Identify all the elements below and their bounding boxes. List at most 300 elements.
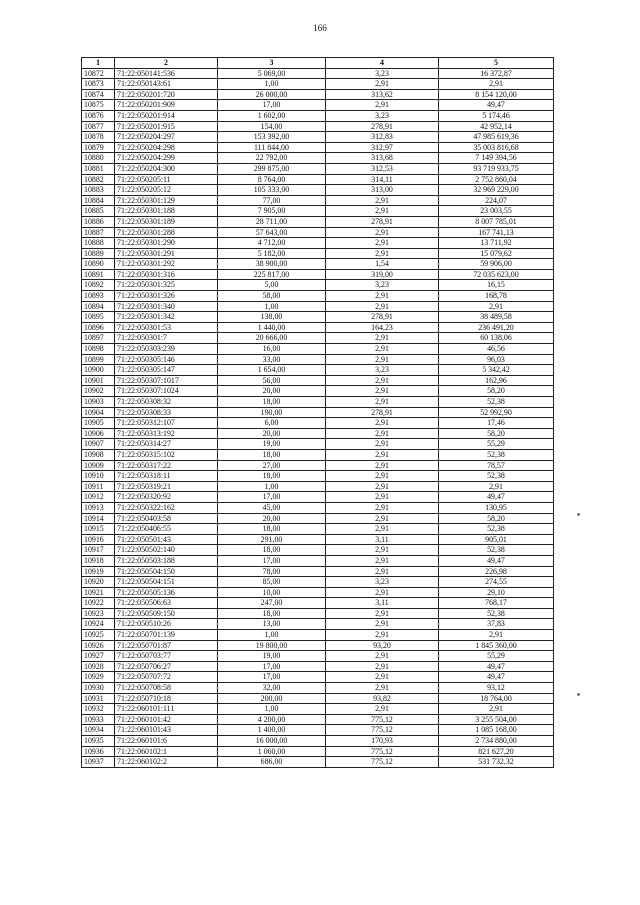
- rate-cell: 2,91: [326, 428, 439, 439]
- row-number-cell: 10882: [82, 174, 115, 185]
- area-cell: 33,00: [218, 354, 326, 365]
- row-number-cell: 10900: [82, 365, 115, 376]
- value-cell: 162,96: [439, 375, 554, 386]
- value-cell: 236 491,20: [439, 322, 554, 333]
- cadastral-number-cell: 71:22:050301:316: [115, 269, 218, 280]
- area-cell: 16,00: [218, 344, 326, 355]
- area-cell: 19,00: [218, 439, 326, 450]
- area-cell: 247,00: [218, 598, 326, 609]
- cadastral-number-cell: 71:22:050308:32: [115, 397, 218, 408]
- value-cell: 72 035 623,00: [439, 269, 554, 280]
- row-number-cell: 10892: [82, 280, 115, 291]
- table-row: [82, 238, 554, 249]
- area-cell: 20,00: [218, 428, 326, 439]
- rate-cell: 278,91: [326, 121, 439, 132]
- cadastral-number-cell: 71:22:060101:6: [115, 736, 218, 747]
- area-cell: 291,00: [218, 534, 326, 545]
- cadastral-number-cell: 71:22:050708:58: [115, 683, 218, 694]
- area-cell: 16 000,00: [218, 736, 326, 747]
- area-cell: 85,00: [218, 577, 326, 588]
- rate-cell: 3,11: [326, 534, 439, 545]
- area-cell: 56,00: [218, 375, 326, 386]
- rate-cell: 2,91: [326, 206, 439, 217]
- cadastral-number-cell: 71:22:050505:136: [115, 587, 218, 598]
- row-number-cell: 10907: [82, 439, 115, 450]
- area-cell: 1 654,00: [218, 365, 326, 376]
- value-cell: 93 719 933,75: [439, 163, 554, 174]
- value-cell: 49,47: [439, 100, 554, 111]
- row-number-cell: 10902: [82, 386, 115, 397]
- row-number-cell: 10874: [82, 89, 115, 100]
- row-number-cell: 10886: [82, 216, 115, 227]
- table-row: [82, 683, 554, 694]
- table-row: [82, 110, 554, 121]
- row-number-cell: 10937: [82, 757, 115, 768]
- table-row: [82, 566, 554, 577]
- area-cell: 58,00: [218, 291, 326, 302]
- area-cell: 17,00: [218, 492, 326, 503]
- value-cell: 274,55: [439, 577, 554, 588]
- value-cell: 130,95: [439, 502, 554, 513]
- rate-cell: 313,68: [326, 153, 439, 164]
- table-row: [82, 471, 554, 482]
- page-number: 166: [313, 23, 327, 33]
- area-cell: 26 000,00: [218, 89, 326, 100]
- area-cell: 17,00: [218, 555, 326, 566]
- table-row: [82, 142, 554, 153]
- area-cell: 18,00: [218, 471, 326, 482]
- row-number-cell: 10928: [82, 661, 115, 672]
- cadastral-number-cell: 71:22:050308:33: [115, 407, 218, 418]
- row-number-cell: 10925: [82, 630, 115, 641]
- value-cell: 23 003,55: [439, 206, 554, 217]
- value-cell: 47 985 619,36: [439, 132, 554, 143]
- table-row: [82, 640, 554, 651]
- value-cell: 224,07: [439, 195, 554, 206]
- value-cell: 8 007 785,01: [439, 216, 554, 227]
- cadastral-number-cell: 71:22:060102:1: [115, 746, 218, 757]
- row-number-cell: 10930: [82, 683, 115, 694]
- rate-cell: 319,00: [326, 269, 439, 280]
- table-row: [82, 502, 554, 513]
- cadastral-number-cell: 71:22:050301:288: [115, 227, 218, 238]
- area-cell: 10,00: [218, 587, 326, 598]
- area-cell: 1 400,00: [218, 725, 326, 736]
- area-cell: 20,00: [218, 513, 326, 524]
- value-cell: 55,29: [439, 439, 554, 450]
- row-number-cell: 10901: [82, 375, 115, 386]
- area-cell: 1 440,00: [218, 322, 326, 333]
- area-cell: 27,00: [218, 460, 326, 471]
- rate-cell: 1,54: [326, 259, 439, 270]
- table-row: [82, 89, 554, 100]
- row-number-cell: 10899: [82, 354, 115, 365]
- cadastral-number-cell: 71:22:050201:909: [115, 100, 218, 111]
- table-row: [82, 121, 554, 132]
- row-number-cell: 10883: [82, 185, 115, 196]
- cadastral-number-cell: 71:22:050501:43: [115, 534, 218, 545]
- value-cell: 15 079,62: [439, 248, 554, 259]
- row-number-cell: 10877: [82, 121, 115, 132]
- value-cell: 38 489,58: [439, 312, 554, 323]
- table-row: [82, 206, 554, 217]
- area-cell: 18,00: [218, 608, 326, 619]
- cadastral-number-cell: 71:22:050320:92: [115, 492, 218, 503]
- column-header-2: 2: [115, 58, 218, 69]
- table-row: [82, 354, 554, 365]
- row-number-cell: 10910: [82, 471, 115, 482]
- cadastral-number-cell: 71:22:050710:18: [115, 693, 218, 704]
- row-number-cell: 10876: [82, 110, 115, 121]
- cadastral-number-cell: 71:22:050504:150: [115, 566, 218, 577]
- table-row: [82, 185, 554, 196]
- cadastral-number-cell: 71:22:050301:53: [115, 322, 218, 333]
- row-number-cell: 10920: [82, 577, 115, 588]
- rate-cell: 2,91: [326, 418, 439, 429]
- value-cell: 96,03: [439, 354, 554, 365]
- cadastral-number-cell: 71:22:060102:2: [115, 757, 218, 768]
- rate-cell: 2,91: [326, 291, 439, 302]
- table-row: [82, 619, 554, 630]
- rate-cell: 3,23: [326, 365, 439, 376]
- value-cell: 42 952,14: [439, 121, 554, 132]
- area-cell: 6,00: [218, 418, 326, 429]
- rate-cell: 775,12: [326, 746, 439, 757]
- row-number-cell: 10896: [82, 322, 115, 333]
- table-row: [82, 407, 554, 418]
- rate-cell: 313,00: [326, 185, 439, 196]
- row-number-cell: 10891: [82, 269, 115, 280]
- value-cell: 2 734 880,00: [439, 736, 554, 747]
- value-cell: 52,38: [439, 397, 554, 408]
- rate-cell: 278,91: [326, 312, 439, 323]
- area-cell: 1,00: [218, 301, 326, 312]
- rate-cell: 2,91: [326, 397, 439, 408]
- value-cell: 35 003 816,68: [439, 142, 554, 153]
- cadastral-number-cell: 71:22:060101:43: [115, 725, 218, 736]
- value-cell: 52,38: [439, 524, 554, 535]
- value-cell: 58,20: [439, 386, 554, 397]
- rate-cell: 775,12: [326, 725, 439, 736]
- rate-cell: 2,91: [326, 502, 439, 513]
- cadastral-number-cell: 71:22:050205:11: [115, 174, 218, 185]
- table-row: [82, 301, 554, 312]
- table-row: [82, 587, 554, 598]
- value-cell: 32 969 229,00: [439, 185, 554, 196]
- value-cell: 58,20: [439, 513, 554, 524]
- rate-cell: 2,91: [326, 651, 439, 662]
- table-row: [82, 651, 554, 662]
- rate-cell: 2,91: [326, 513, 439, 524]
- value-cell: 49,47: [439, 661, 554, 672]
- value-cell: 905,01: [439, 534, 554, 545]
- cadastral-number-cell: 71:22:050201:720: [115, 89, 218, 100]
- area-cell: 138,00: [218, 312, 326, 323]
- value-cell: 93,12: [439, 683, 554, 694]
- rate-cell: 2,91: [326, 333, 439, 344]
- rate-cell: 314,11: [326, 174, 439, 185]
- column-header-1: 1: [82, 58, 115, 69]
- cadastral-number-cell: 71:22:050406:55: [115, 524, 218, 535]
- rate-cell: 2,91: [326, 460, 439, 471]
- table-row: [82, 333, 554, 344]
- rate-cell: 278,91: [326, 407, 439, 418]
- cadastral-number-cell: 71:22:050204:300: [115, 163, 218, 174]
- value-cell: 78,57: [439, 460, 554, 471]
- area-cell: 7 905,00: [218, 206, 326, 217]
- area-cell: 22 792,00: [218, 153, 326, 164]
- area-cell: 1,00: [218, 481, 326, 492]
- value-cell: 49,47: [439, 555, 554, 566]
- rate-cell: 2,91: [326, 672, 439, 683]
- table-row: [82, 312, 554, 323]
- value-cell: 168,78: [439, 291, 554, 302]
- cadastral-number-cell: 71:22:050301:7: [115, 333, 218, 344]
- table-row: [82, 174, 554, 185]
- area-cell: 190,00: [218, 407, 326, 418]
- cadastral-number-cell: 71:22:050315:102: [115, 449, 218, 460]
- row-number-cell: 10916: [82, 534, 115, 545]
- rate-cell: 2,91: [326, 661, 439, 672]
- row-number-cell: 10915: [82, 524, 115, 535]
- area-cell: 57 643,00: [218, 227, 326, 238]
- table-row: [82, 545, 554, 556]
- table-row: [82, 736, 554, 747]
- column-header-5: 5: [439, 58, 554, 69]
- cadastral-number-cell: 71:22:050301:291: [115, 248, 218, 259]
- cadastral-number-cell: 71:22:050319:21: [115, 481, 218, 492]
- area-cell: 17,00: [218, 672, 326, 683]
- value-cell: 2,91: [439, 481, 554, 492]
- value-cell: 29,10: [439, 587, 554, 598]
- rate-cell: 2,91: [326, 704, 439, 715]
- cadastral-number-cell: 71:22:050141:536: [115, 68, 218, 79]
- row-number-cell: 10914: [82, 513, 115, 524]
- cadastral-number-cell: 71:22:050143:61: [115, 79, 218, 90]
- cadastral-number-cell: 71:22:050301:188: [115, 206, 218, 217]
- value-cell: 5 342,42: [439, 365, 554, 376]
- area-cell: 1,00: [218, 630, 326, 641]
- cadastral-number-cell: 71:22:050314:27: [115, 439, 218, 450]
- area-cell: 686,00: [218, 757, 326, 768]
- table-row: [82, 704, 554, 715]
- value-cell: 52,38: [439, 449, 554, 460]
- table-row: [82, 397, 554, 408]
- row-number-cell: 10880: [82, 153, 115, 164]
- rate-cell: 93,82: [326, 693, 439, 704]
- table-row: [82, 79, 554, 90]
- rate-cell: 164,23: [326, 322, 439, 333]
- cadastral-number-cell: 71:22:050301:189: [115, 216, 218, 227]
- table-row: [82, 428, 554, 439]
- area-cell: 77,00: [218, 195, 326, 206]
- cadastral-number-cell: 71:22:050301:326: [115, 291, 218, 302]
- value-cell: 2 752 860,04: [439, 174, 554, 185]
- table-row: [82, 524, 554, 535]
- value-cell: 55,29: [439, 651, 554, 662]
- table-row: [82, 672, 554, 683]
- row-number-cell: 10908: [82, 449, 115, 460]
- table-row: [82, 280, 554, 291]
- cadastral-number-cell: 71:22:050305:146: [115, 354, 218, 365]
- rate-cell: 2,91: [326, 248, 439, 259]
- table-row: [82, 269, 554, 280]
- row-number-cell: 10906: [82, 428, 115, 439]
- rate-cell: 170,93: [326, 736, 439, 747]
- value-cell: 16,15: [439, 280, 554, 291]
- cadastral-number-cell: 71:22:050703:77: [115, 651, 218, 662]
- rate-cell: 2,91: [326, 555, 439, 566]
- cadastral-number-cell: 71:22:050313:192: [115, 428, 218, 439]
- value-cell: 58,20: [439, 428, 554, 439]
- cadastral-number-cell: 71:22:050706:27: [115, 661, 218, 672]
- cadastral-number-cell: 71:22:050318:11: [115, 471, 218, 482]
- value-cell: 2,91: [439, 79, 554, 90]
- row-number-cell: 10873: [82, 79, 115, 90]
- rate-cell: 775,12: [326, 714, 439, 725]
- value-cell: 226,98: [439, 566, 554, 577]
- rate-cell: 2,91: [326, 386, 439, 397]
- cadastral-number-cell: 71:22:050204:297: [115, 132, 218, 143]
- row-number-cell: 10932: [82, 704, 115, 715]
- rate-cell: 2,91: [326, 587, 439, 598]
- cadastral-number-cell: 71:22:050510:26: [115, 619, 218, 630]
- table-row: [82, 598, 554, 609]
- cadastral-number-cell: 71:22:050301:129: [115, 195, 218, 206]
- cadastral-number-cell: 71:22:050307:1017: [115, 375, 218, 386]
- table-row: [82, 163, 554, 174]
- row-number-cell: 10918: [82, 555, 115, 566]
- value-cell: 1 845 360,00: [439, 640, 554, 651]
- table-row: [82, 513, 554, 524]
- table-row: [82, 195, 554, 206]
- rate-cell: 2,91: [326, 195, 439, 206]
- table-row: [82, 68, 554, 79]
- rate-cell: 312,53: [326, 163, 439, 174]
- value-cell: 8 154 120,00: [439, 89, 554, 100]
- value-cell: 46,56: [439, 344, 554, 355]
- area-cell: 4 712,00: [218, 238, 326, 249]
- area-cell: 1 602,00: [218, 110, 326, 121]
- row-number-cell: 10926: [82, 640, 115, 651]
- row-number-cell: 10912: [82, 492, 115, 503]
- rate-cell: 2,91: [326, 344, 439, 355]
- table-row: [82, 481, 554, 492]
- area-cell: 20 666,00: [218, 333, 326, 344]
- row-number-cell: 10935: [82, 736, 115, 747]
- row-number-cell: 10889: [82, 248, 115, 259]
- table-row: [82, 492, 554, 503]
- area-cell: 200,00: [218, 693, 326, 704]
- cadastral-number-cell: 71:22:050305:147: [115, 365, 218, 376]
- value-cell: 52,38: [439, 608, 554, 619]
- cadastral-number-cell: 71:22:050701:87: [115, 640, 218, 651]
- row-number-cell: 10929: [82, 672, 115, 683]
- row-number-cell: 10894: [82, 301, 115, 312]
- cadastral-number-cell: 71:22:050301:340: [115, 301, 218, 312]
- row-number-cell: 10903: [82, 397, 115, 408]
- value-cell: 1 085 168,00: [439, 725, 554, 736]
- table-row: [82, 259, 554, 270]
- table-row: [82, 693, 554, 704]
- row-number-cell: 10922: [82, 598, 115, 609]
- cadastral-value-table: [81, 57, 554, 768]
- value-cell: 59 906,00: [439, 259, 554, 270]
- cadastral-number-cell: 71:22:050204:299: [115, 153, 218, 164]
- row-number-cell: 10913: [82, 502, 115, 513]
- value-cell: 18 764,00: [439, 693, 554, 704]
- value-cell: 60 138,06: [439, 333, 554, 344]
- cadastral-number-cell: 71:22:050506:63: [115, 598, 218, 609]
- rate-cell: 312,97: [326, 142, 439, 153]
- table-row: [82, 449, 554, 460]
- area-cell: 19,00: [218, 651, 326, 662]
- row-number-cell: 10904: [82, 407, 115, 418]
- cadastral-number-cell: 71:22:050701:139: [115, 630, 218, 641]
- rate-cell: 312,83: [326, 132, 439, 143]
- cadastral-number-cell: 71:22:050301:292: [115, 259, 218, 270]
- row-number-cell: 10911: [82, 481, 115, 492]
- rate-cell: 278,91: [326, 216, 439, 227]
- cadastral-number-cell: 71:22:050301:290: [115, 238, 218, 249]
- row-number-cell: 10888: [82, 238, 115, 249]
- row-number-cell: 10909: [82, 460, 115, 471]
- column-header-3: 3: [218, 58, 326, 69]
- table-row: [82, 291, 554, 302]
- row-number-cell: 10895: [82, 312, 115, 323]
- area-cell: 153 392,00: [218, 132, 326, 143]
- value-cell: 2,91: [439, 704, 554, 715]
- rate-cell: 2,91: [326, 375, 439, 386]
- rate-cell: 2,91: [326, 619, 439, 630]
- row-number-cell: 10905: [82, 418, 115, 429]
- value-cell: 52 992,90: [439, 407, 554, 418]
- cadastral-number-cell: 71:22:050201:914: [115, 110, 218, 121]
- rate-cell: 313,62: [326, 89, 439, 100]
- table-header-row: [82, 58, 554, 69]
- area-cell: 5 069,00: [218, 68, 326, 79]
- row-number-cell: 10878: [82, 132, 115, 143]
- scan-speck: [577, 513, 580, 516]
- row-number-cell: 10890: [82, 259, 115, 270]
- column-header-4: 4: [326, 58, 439, 69]
- value-cell: 531 732,32: [439, 757, 554, 768]
- table-row: [82, 365, 554, 376]
- value-cell: 13 711,92: [439, 238, 554, 249]
- area-cell: 1 060,00: [218, 746, 326, 757]
- table-row: [82, 248, 554, 259]
- table-row: [82, 132, 554, 143]
- area-cell: 154,00: [218, 121, 326, 132]
- table-row: [82, 661, 554, 672]
- value-cell: 17,46: [439, 418, 554, 429]
- area-cell: 19 800,00: [218, 640, 326, 651]
- area-cell: 18,00: [218, 397, 326, 408]
- table-row: [82, 608, 554, 619]
- cadastral-number-cell: 71:22:050509:150: [115, 608, 218, 619]
- rate-cell: 3,23: [326, 577, 439, 588]
- area-cell: 111 844,00: [218, 142, 326, 153]
- row-number-cell: 10872: [82, 68, 115, 79]
- value-cell: 37,83: [439, 619, 554, 630]
- row-number-cell: 10923: [82, 608, 115, 619]
- value-cell: 52,38: [439, 545, 554, 556]
- cadastral-number-cell: 71:22:050322:162: [115, 502, 218, 513]
- row-number-cell: 10919: [82, 566, 115, 577]
- table-row: [82, 577, 554, 588]
- area-cell: 45,00: [218, 502, 326, 513]
- row-number-cell: 10898: [82, 344, 115, 355]
